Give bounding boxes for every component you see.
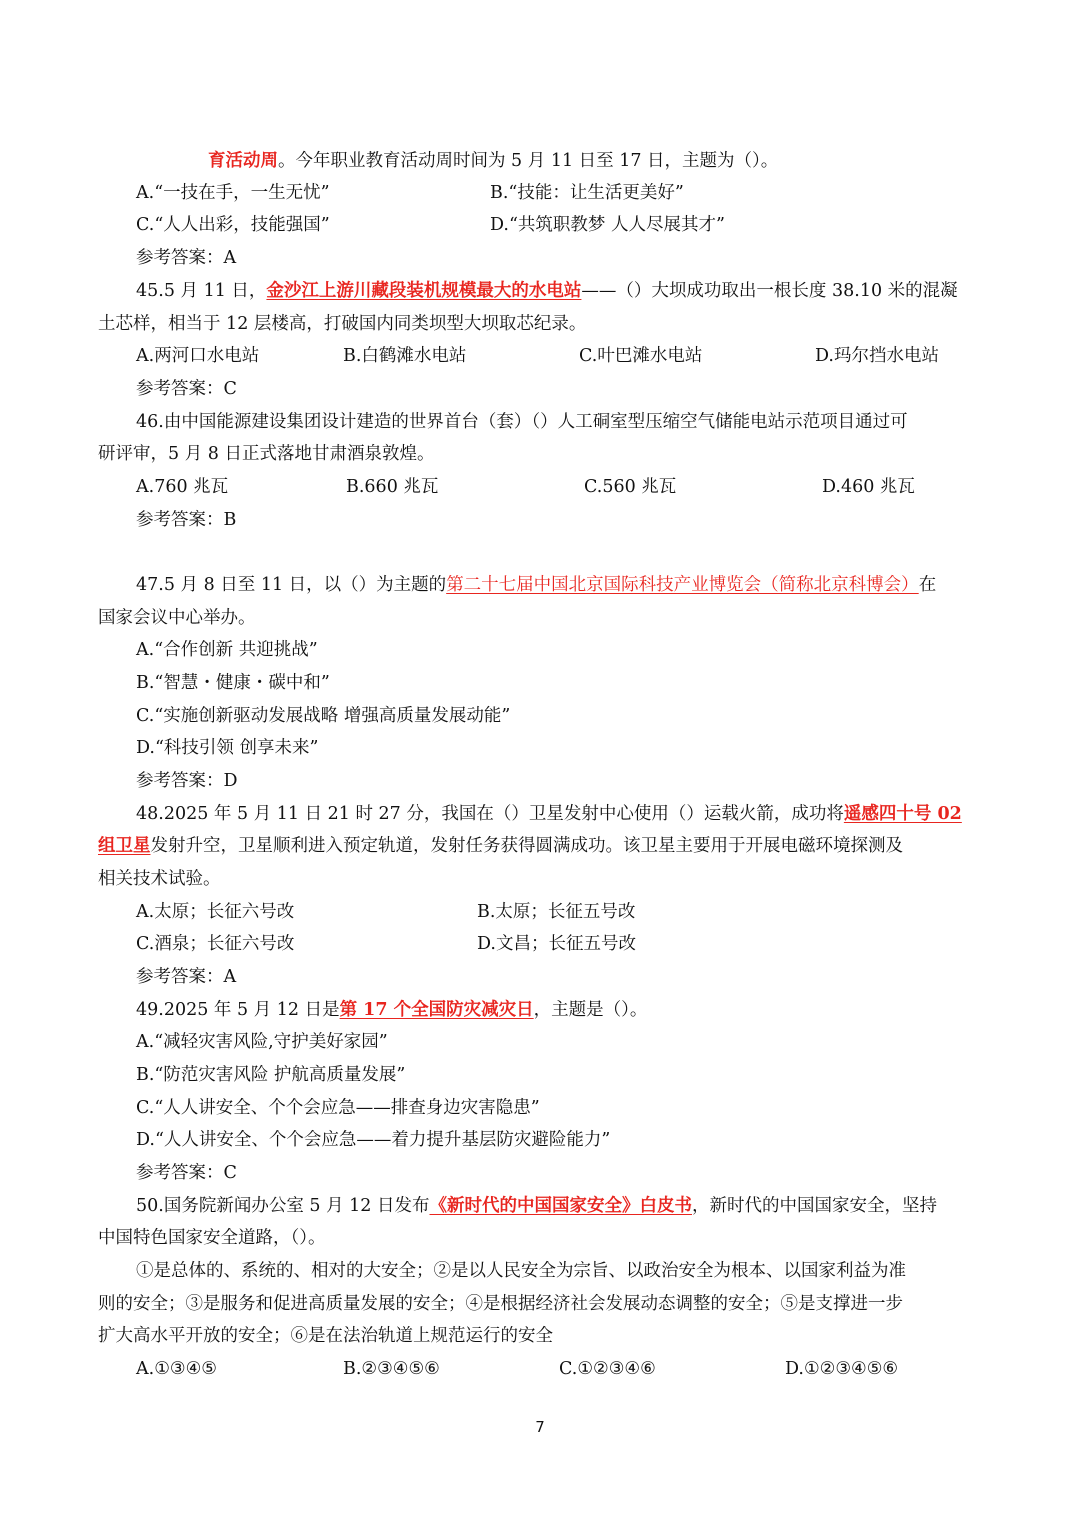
q48-rest: 发射升空，卫星顺利进入预定轨道，发射任务获得圆满成功。该卫星主要用于开展电磁环境探测及 xyxy=(150,836,903,856)
q44-answer: 参考答案：A xyxy=(136,248,237,268)
q46-option-c: C.560 兆瓦 xyxy=(584,477,677,497)
q47-suffix: 在 xyxy=(918,575,937,595)
q50-option-a: A.①③④⑤ xyxy=(136,1359,217,1379)
q47-option-a: A.“合作创新 共迎挑战” xyxy=(136,640,318,660)
q50-question-line1 xyxy=(136,1193,937,1219)
q45-prefix: 45.5 月 11 日， xyxy=(136,281,267,301)
q47-option-b: B.“智慧・健康・碳中和” xyxy=(136,673,330,693)
q47-option-c: C.“实施创新驱动发展战略 增强高质量发展动能” xyxy=(136,706,511,726)
q44-option-b: B.“技能：让生活更美好” xyxy=(490,183,684,203)
q48-option-b: B.太原；长征五号改 xyxy=(477,902,636,922)
q48-option-a: A.太原；长征六号改 xyxy=(136,902,295,922)
q49-highlight: 第 17 个全国防灾减灾日 xyxy=(339,1000,534,1020)
q44-intro-text: 。今年职业教育活动周时间为 5 月 11 日至 17 日，主题为（）。 xyxy=(278,151,779,171)
q50-question-line2: 中国特色国家安全道路，（）。 xyxy=(98,1228,326,1248)
q49-option-b: B.“防范灾害风险 护航高质量发展” xyxy=(136,1065,406,1085)
q48-option-d: D.文昌；长征五号改 xyxy=(477,934,636,954)
q45-question-line1 xyxy=(136,278,958,304)
q48-answer: 参考答案：A xyxy=(136,967,237,987)
q47-highlight: 第二十七届中国北京国际科技产业博览会（简称北京科博会） xyxy=(446,575,919,595)
q48-highlight-1: 遥感四十号 02 xyxy=(843,804,962,824)
q46-question-line2: 研评审，5 月 8 日正式落地甘肃酒泉敦煌。 xyxy=(98,444,435,464)
q47-prefix: 47.5 月 8 日至 11 日，以（）为主题的 xyxy=(136,575,447,595)
q47-answer: 参考答案：D xyxy=(136,771,238,791)
q50-option-d: D.①②③④⑤⑥ xyxy=(785,1359,899,1379)
q45-answer: 参考答案：C xyxy=(136,379,237,399)
q47-option-d: D.“科技引领 创享未来” xyxy=(136,738,319,758)
q49-suffix: ，主题是（）。 xyxy=(533,1000,648,1020)
q45-highlight: 金沙江上游川藏段装机规模最大的水电站 xyxy=(266,281,582,301)
q50-prefix: 50.国务院新闻办公室 5 月 12 日发布 xyxy=(136,1196,430,1216)
q46-option-d: D.460 兆瓦 xyxy=(822,477,915,497)
q49-option-d: D.“人人讲安全、个个会应急——着力提升基层防灾避险能力” xyxy=(136,1130,611,1150)
q44-intro xyxy=(208,148,778,174)
q49-answer: 参考答案：C xyxy=(136,1163,237,1183)
q50-option-b: B.②③④⑤⑥ xyxy=(343,1359,440,1379)
q44-option-c: C.“人人出彩，技能强国” xyxy=(136,215,330,235)
q49-option-a: A.“减轻灾害风险,守护美好家园” xyxy=(136,1032,388,1052)
q48-highlight-2: 组卫星 xyxy=(98,836,151,856)
q45-rest: ——（）大坝成功取出一根长度 38.10 米的混凝 xyxy=(581,281,958,301)
q49-question xyxy=(136,997,647,1023)
q49-option-c: C.“人人讲安全、个个会应急——排查身边灾害隐患” xyxy=(136,1098,540,1118)
q50-highlight: 《新时代的中国国家安全》白皮书 xyxy=(429,1196,692,1216)
q50-body-line2: 则的安全；③是服务和促进高质量发展的安全；④是根据经济社会发展动态调整的安全；⑤是支撑进一步 xyxy=(98,1294,903,1314)
q47-question-line1 xyxy=(136,572,936,598)
q50-option-c: C.①②③④⑥ xyxy=(559,1359,656,1379)
q45-option-a: A.两河口水电站 xyxy=(136,346,260,366)
q45-option-d: D.玛尔挡水电站 xyxy=(815,346,939,366)
page-number: 7 xyxy=(535,1418,545,1436)
q45-option-c: C.叶巴滩水电站 xyxy=(579,346,703,366)
q46-answer: 参考答案：B xyxy=(136,510,237,530)
q50-body-line1: ①是总体的、系统的、相对的大安全；②是以人民安全为宗旨、以政治安全为根本、以国家利益为准 xyxy=(136,1261,906,1281)
q44-option-a: A.“一技在手，一生无忧” xyxy=(136,183,330,203)
q48-question-line2 xyxy=(98,833,903,859)
q44-option-d: D.“共筑职教梦 人人尽展其才” xyxy=(490,215,725,235)
q50-suffix: ，新时代的中国国家安全，坚持 xyxy=(691,1196,937,1216)
q48-question-line3: 相关技术试验。 xyxy=(98,869,221,889)
q48-prefix: 48.2025 年 5 月 11 日 21 时 27 分，我国在（）卫星发射中心使用（）运载火箭，成功将 xyxy=(136,804,844,824)
q44-intro-highlight: 育活动周 xyxy=(208,151,278,171)
q48-question-line1 xyxy=(136,801,962,827)
q46-question-line1: 46.由中国能源建设集团设计建造的世界首台（套）（）人工硐室型压缩空气储能电站示范项目通过可 xyxy=(136,412,908,432)
q48-option-c: C.酒泉；长征六号改 xyxy=(136,934,295,954)
q46-option-a: A.760 兆瓦 xyxy=(136,477,229,497)
q45-option-b: B.白鹤滩水电站 xyxy=(343,346,467,366)
q45-question-line2: 土芯样，相当于 12 层楼高，打破国内同类坝型大坝取芯纪录。 xyxy=(98,314,587,334)
q50-body-line3: 扩大高水平开放的安全；⑥是在法治轨道上规范运行的安全 xyxy=(98,1326,553,1346)
q47-question-line2: 国家会议中心举办。 xyxy=(98,608,256,628)
q46-option-b: B.660 兆瓦 xyxy=(346,477,439,497)
q49-prefix: 49.2025 年 5 月 12 日是 xyxy=(136,1000,340,1020)
